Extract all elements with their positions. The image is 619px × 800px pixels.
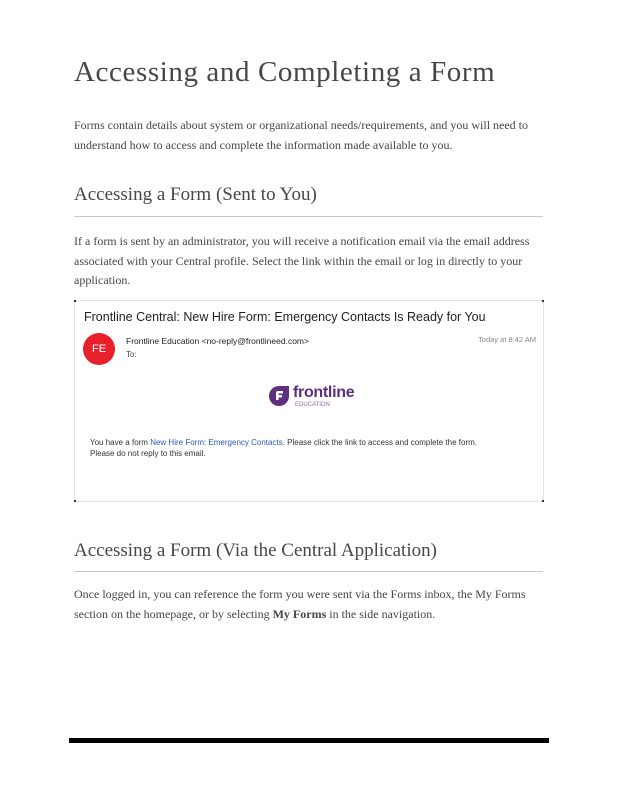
email-to: To: [126,350,137,359]
email-body-prefix: You have a form [90,438,148,447]
section-sent-paragraph: If a form is sent by an administrator, you will receive a notification email via the email address associated with your Central profile. Select the link within the email or log in directly to your application. [74,234,530,287]
logo-subtext: EDUCATION [295,402,330,408]
section-divider [74,216,543,217]
email-body-line2: Please do not reply to this email. [90,449,206,458]
screenshot-corner [74,500,76,502]
screenshot-corner [542,300,544,302]
section-heading-app: Accessing a Form (Via the Central Application) [74,540,437,561]
section-app-text-end: in the side navigation. [329,606,436,621]
section-divider [74,571,543,572]
email-subject: Frontline Central: New Hire Form: Emergency Contacts Is Ready for You [84,310,486,324]
frontline-logo [268,383,358,413]
email-timestamp: Today at 8:42 AM [478,335,536,344]
page-title: Accessing and Completing a Form [74,56,496,88]
email-body [90,437,530,459]
frontline-logo-icon [268,385,290,407]
intro-paragraph: Forms contain details about system or organizational needs/requirements, and you will need to understand how to access and complete the information made available to you. [74,118,529,152]
screenshot-corner [542,500,544,502]
section-heading-sent: Accessing a Form (Sent to You) [74,184,317,205]
email-sender: Frontline Education <no-reply@frontlineed.com> [126,336,309,346]
my-forms-emphasis: My Forms [272,606,327,621]
logo-wordmark: frontline [293,384,355,401]
footer-bar [69,738,549,743]
section-app-text: Once logged in, you can reference the form you were sent via the Forms inbox, the My Forms section on the homepage, or by selecting [74,587,526,621]
sender-avatar: FE [83,333,115,365]
form-link[interactable]: New Hire Form: Emergency Contacts [150,438,283,447]
section-app-paragraph [74,585,544,624]
email-body-suffix: . Please click the link to access and complete the form. [282,438,477,447]
email-screenshot [74,300,544,502]
screenshot-corner [74,300,76,302]
